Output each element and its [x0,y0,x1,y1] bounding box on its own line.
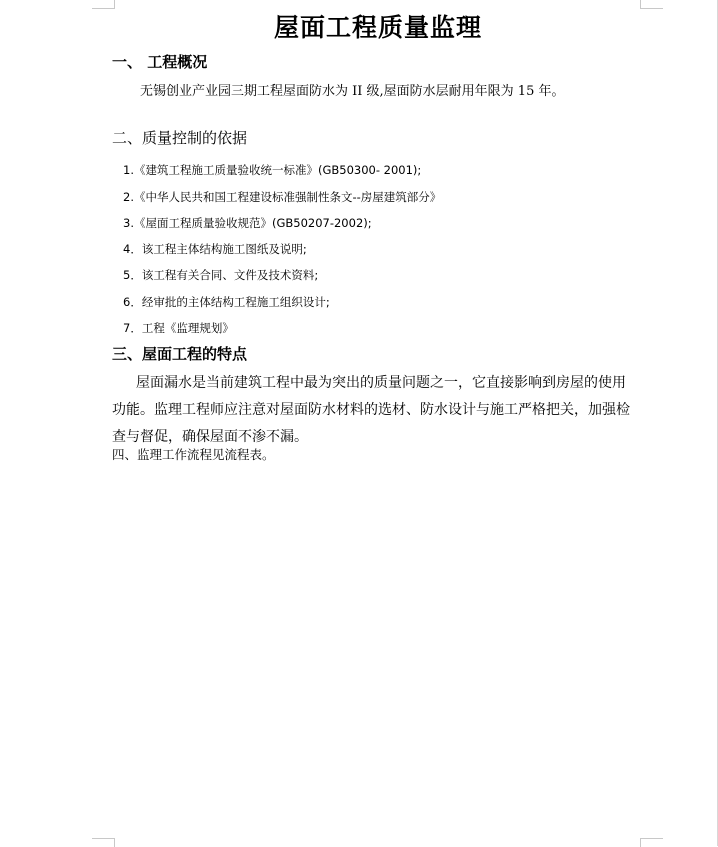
section3-line-1: 屋面漏水是当前建筑工程中最为突出的质量问题之一，它直接影响到房屋的使用 [136,375,626,391]
section1-text: 无锡创业产业园三期工程屋面防水为 II 级,屋面防水层耐用年限为 15 年。 [140,84,565,99]
section1-heading: 一、 工程概况 [112,53,208,71]
section3-heading: 三、屋面工程的特点 [112,345,248,363]
basis-item-2: 2.《中华人民共和国工程建设标准强制性条文--房屋建筑部分》 [123,190,442,204]
basis-item-4: 4．该工程主体结构施工图纸及说明; [123,242,307,256]
section2-heading: 二、质量控制的依据 [112,129,248,147]
section3-line-3: 查与督促，确保屋面不渗不漏。 [112,429,308,445]
basis-item-5: 5．该工程有关合同、文件及技术资料; [123,268,319,282]
section3-line-2: 功能。监理工程师应注意对屋面防水材料的选材、防水设计与施工严格把关，加强检 [112,402,630,418]
document-title: 屋面工程质量监理 [273,13,482,42]
basis-item-7: 7．工程《监理规划》 [123,321,234,335]
basis-item-1: 1.《建筑工程施工质量验收统一标准》(GB50300- 2001); [123,163,422,177]
basis-item-6: 6．经审批的主体结构工程施工组织设计; [123,295,330,309]
section4-heading: 四、监理工作流程见流程表。 [112,447,275,462]
basis-item-3: 3.《屋面工程质量验收规范》(GB50207-2002); [123,216,372,230]
